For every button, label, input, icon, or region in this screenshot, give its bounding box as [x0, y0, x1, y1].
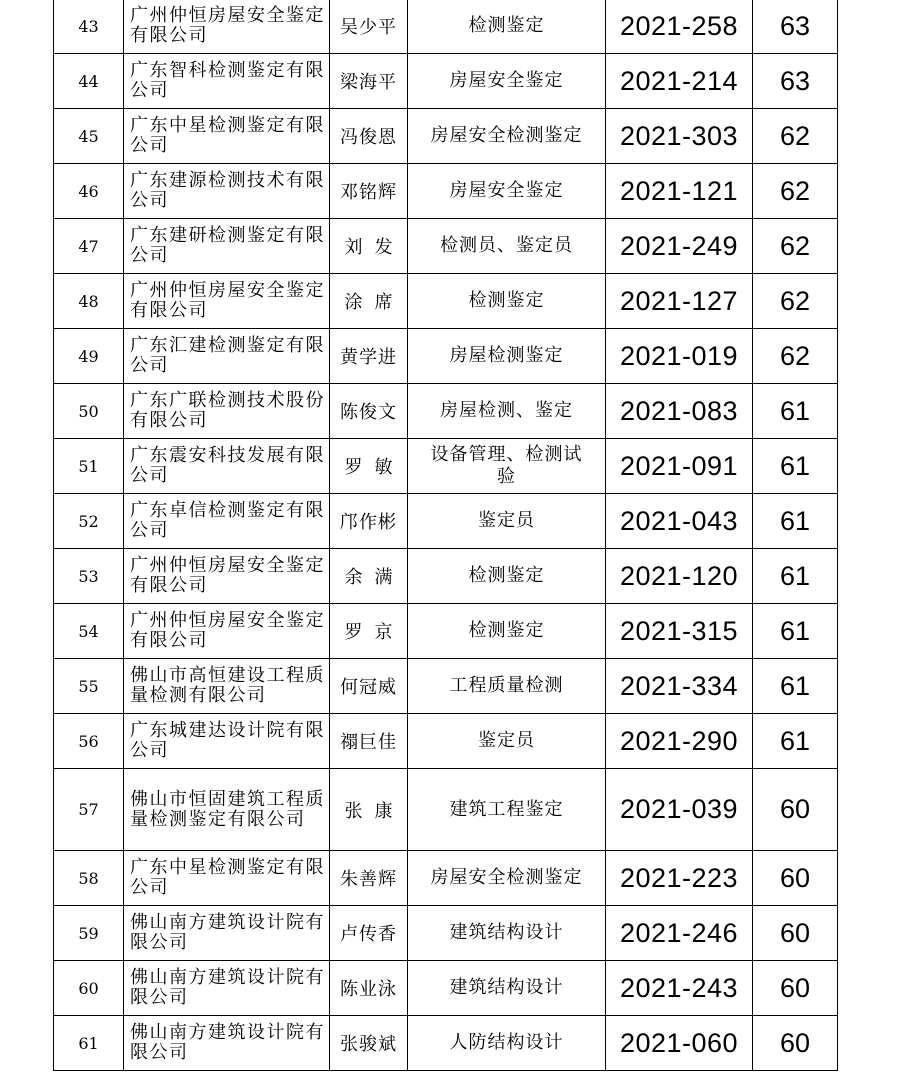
specialty: 房屋检测、鉴定 [408, 384, 606, 439]
score: 60 [753, 906, 838, 961]
table-row [54, 659, 838, 714]
score: 63 [753, 54, 838, 109]
certificate-number: 2021-315 [606, 604, 753, 659]
person-name: 何冠威 [330, 659, 408, 714]
row-number: 44 [54, 54, 124, 109]
specialty: 设备管理、检测试验 [408, 439, 606, 494]
row-number: 52 [54, 494, 124, 549]
score: 60 [753, 769, 838, 851]
person-name: 刘发 [330, 219, 408, 274]
organization: 广州仲恒房屋安全鉴定有限公司 [124, 0, 330, 54]
person-name: 罗京 [330, 604, 408, 659]
score: 62 [753, 219, 838, 274]
score: 60 [753, 1016, 838, 1071]
organization: 广州仲恒房屋安全鉴定有限公司 [124, 274, 330, 329]
specialty: 人防结构设计 [408, 1016, 606, 1071]
row-number: 53 [54, 549, 124, 604]
certificate-number: 2021-258 [606, 0, 753, 54]
table-row [54, 109, 838, 164]
certificate-number: 2021-120 [606, 549, 753, 604]
organization: 广东广联检测技术股份有限公司 [124, 384, 330, 439]
specialty: 建筑结构设计 [408, 961, 606, 1016]
organization: 广东城建达设计院有限公司 [124, 714, 330, 769]
table-row [54, 439, 838, 494]
row-number: 58 [54, 851, 124, 906]
specialty: 检测鉴定 [408, 0, 606, 54]
certificate-number: 2021-246 [606, 906, 753, 961]
results-table-body [54, 0, 838, 1071]
row-number: 46 [54, 164, 124, 219]
person-name: 冯俊恩 [330, 109, 408, 164]
organization: 佛山南方建筑设计院有限公司 [124, 1016, 330, 1071]
score: 62 [753, 329, 838, 384]
specialty: 鉴定员 [408, 494, 606, 549]
specialty: 房屋安全检测鉴定 [408, 109, 606, 164]
row-number: 60 [54, 961, 124, 1016]
row-number: 61 [54, 1016, 124, 1071]
specialty: 检测鉴定 [408, 604, 606, 659]
person-name: 张骏斌 [330, 1016, 408, 1071]
certificate-number: 2021-039 [606, 769, 753, 851]
organization: 广东震安科技发展有限公司 [124, 439, 330, 494]
row-number: 56 [54, 714, 124, 769]
table-row [54, 604, 838, 659]
specialty: 房屋安全鉴定 [408, 164, 606, 219]
table-row [54, 54, 838, 109]
person-name: 梁海平 [330, 54, 408, 109]
table-row [54, 164, 838, 219]
specialty: 房屋安全鉴定 [408, 54, 606, 109]
certificate-number: 2021-127 [606, 274, 753, 329]
person-name: 涂席 [330, 274, 408, 329]
certificate-number: 2021-043 [606, 494, 753, 549]
score: 63 [753, 0, 838, 54]
certificate-number: 2021-214 [606, 54, 753, 109]
specialty: 检测鉴定 [408, 274, 606, 329]
person-name: 禤巨佳 [330, 714, 408, 769]
organization: 广东建源检测技术有限公司 [124, 164, 330, 219]
organization: 广东中星检测鉴定有限公司 [124, 851, 330, 906]
table-row [54, 329, 838, 384]
person-name: 朱善辉 [330, 851, 408, 906]
table-row [54, 219, 838, 274]
certificate-number: 2021-243 [606, 961, 753, 1016]
score: 62 [753, 274, 838, 329]
row-number: 50 [54, 384, 124, 439]
table-row [54, 906, 838, 961]
certificate-number: 2021-303 [606, 109, 753, 164]
row-number: 59 [54, 906, 124, 961]
specialty: 建筑结构设计 [408, 906, 606, 961]
table-row [54, 1016, 838, 1071]
person-name: 张康 [330, 769, 408, 851]
person-name: 卢传香 [330, 906, 408, 961]
row-number: 51 [54, 439, 124, 494]
organization: 广东汇建检测鉴定有限公司 [124, 329, 330, 384]
table-row [54, 769, 838, 851]
results-table [53, 0, 838, 1071]
person-name: 邓铭辉 [330, 164, 408, 219]
score: 61 [753, 549, 838, 604]
score: 61 [753, 659, 838, 714]
specialty: 检测员、鉴定员 [408, 219, 606, 274]
specialty: 工程质量检测 [408, 659, 606, 714]
person-name: 吴少平 [330, 0, 408, 54]
score: 61 [753, 494, 838, 549]
row-number: 43 [54, 0, 124, 54]
score: 61 [753, 384, 838, 439]
table-row [54, 851, 838, 906]
person-name: 陈业泳 [330, 961, 408, 1016]
row-number: 49 [54, 329, 124, 384]
organization: 广东建研检测鉴定有限公司 [124, 219, 330, 274]
score: 61 [753, 439, 838, 494]
score: 62 [753, 109, 838, 164]
organization: 佛山市高恒建设工程质量检测有限公司 [124, 659, 330, 714]
row-number: 54 [54, 604, 124, 659]
certificate-number: 2021-091 [606, 439, 753, 494]
row-number: 55 [54, 659, 124, 714]
row-number: 45 [54, 109, 124, 164]
certificate-number: 2021-060 [606, 1016, 753, 1071]
organization: 广州仲恒房屋安全鉴定有限公司 [124, 549, 330, 604]
person-name: 陈俊文 [330, 384, 408, 439]
person-name: 余满 [330, 549, 408, 604]
organization: 佛山南方建筑设计院有限公司 [124, 961, 330, 1016]
row-number: 47 [54, 219, 124, 274]
specialty: 房屋安全检测鉴定 [408, 851, 606, 906]
table-row [54, 494, 838, 549]
specialty: 检测鉴定 [408, 549, 606, 604]
specialty: 建筑工程鉴定 [408, 769, 606, 851]
certificate-number: 2021-019 [606, 329, 753, 384]
table-row [54, 549, 838, 604]
score: 62 [753, 164, 838, 219]
person-name: 邝作彬 [330, 494, 408, 549]
organization: 佛山南方建筑设计院有限公司 [124, 906, 330, 961]
organization: 广东智科检测鉴定有限公司 [124, 54, 330, 109]
score: 61 [753, 714, 838, 769]
score: 60 [753, 851, 838, 906]
table-row [54, 384, 838, 439]
organization: 广东中星检测鉴定有限公司 [124, 109, 330, 164]
table-row [54, 274, 838, 329]
certificate-number: 2021-290 [606, 714, 753, 769]
certificate-number: 2021-083 [606, 384, 753, 439]
certificate-number: 2021-223 [606, 851, 753, 906]
person-name: 罗敏 [330, 439, 408, 494]
row-number: 57 [54, 769, 124, 851]
specialty: 房屋检测鉴定 [408, 329, 606, 384]
specialty: 鉴定员 [408, 714, 606, 769]
organization: 广州仲恒房屋安全鉴定有限公司 [124, 604, 330, 659]
certificate-number: 2021-121 [606, 164, 753, 219]
score: 61 [753, 604, 838, 659]
score: 60 [753, 961, 838, 1016]
row-number: 48 [54, 274, 124, 329]
table-row [54, 714, 838, 769]
person-name: 黄学进 [330, 329, 408, 384]
certificate-number: 2021-249 [606, 219, 753, 274]
table-row [54, 0, 838, 54]
certificate-number: 2021-334 [606, 659, 753, 714]
organization: 佛山市恒固建筑工程质量检测鉴定有限公司 [124, 769, 330, 851]
table-row [54, 961, 838, 1016]
organization: 广东卓信检测鉴定有限公司 [124, 494, 330, 549]
